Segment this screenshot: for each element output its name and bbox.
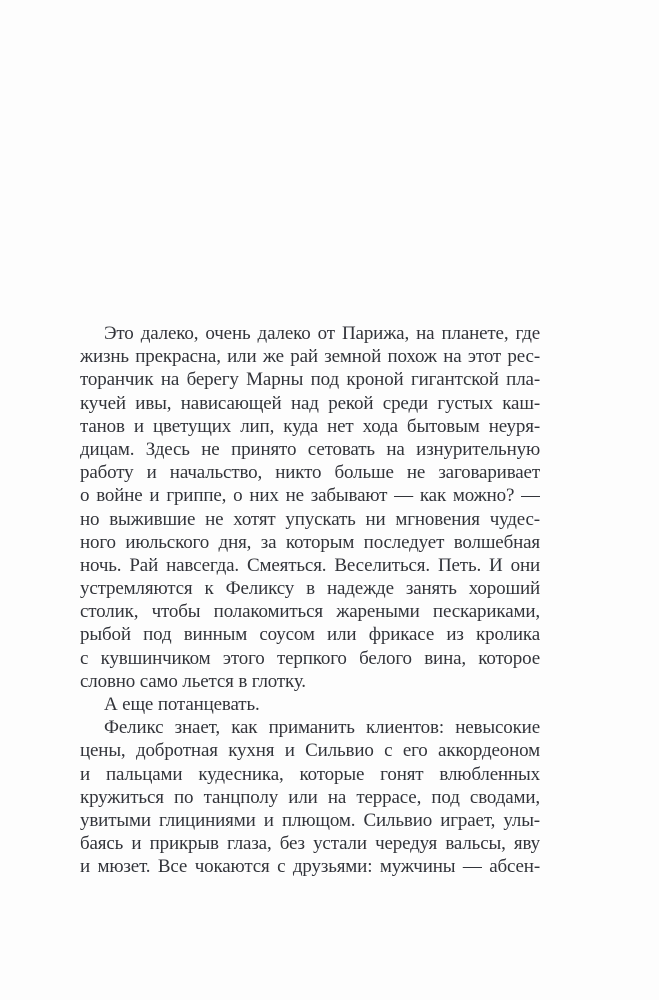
paragraph xyxy=(80,693,540,716)
text-line: работу и начальство, никто больше не заговаривает xyxy=(80,462,540,484)
text-line: А еще потанцевать. xyxy=(104,694,260,715)
text-line: дицам. Здесь не принято сетовать на изнурительную xyxy=(80,438,540,460)
text-line: кучей ивы, нависающей над рекой среди густых каш- xyxy=(80,392,540,414)
text-line: ного июльского дня, за которым последует волшебная xyxy=(80,531,540,553)
text-line: Это далеко, очень далеко от Парижа, на планете, где xyxy=(104,323,540,344)
text-line: но выжившие не хотят упускать ни мгновения чудес- xyxy=(80,508,540,530)
text-line: жизнь прекрасна, или же рай земной похож на этот рес- xyxy=(80,346,540,368)
paragraph xyxy=(80,716,540,878)
text-line: танов и цветущих лип, куда нет хода бытовым неуря- xyxy=(80,415,540,437)
text-line: Феликс знает, как приманить клиентов: невысокие xyxy=(104,717,540,739)
text-line: торанчик на берегу Марны под кроной гигантской пла- xyxy=(80,369,540,391)
text-line: баясь и прикрыв глаза, без устали чередуя вальсы, яву xyxy=(80,833,540,855)
paragraph xyxy=(80,322,540,693)
text-line: кружиться по танцполу или на террасе, под сводами, xyxy=(80,786,540,808)
text-line: с кувшинчиком этого терпкого белого вина, которое xyxy=(80,647,540,669)
text-line: устремляются к Феликсу в надежде занять хороший xyxy=(80,578,540,600)
text-line: словно само льется в глотку. xyxy=(80,670,306,692)
text-line: ночь. Рай навсегда. Смеяться. Веселиться. Петь. И они xyxy=(80,554,540,576)
text-line: столик, чтобы полакомиться жареными пескариками, xyxy=(80,601,540,623)
text-line: и пальцами кудесника, которые гонят влюбленных xyxy=(80,763,540,785)
text-line: цены, добротная кухня и Сильвио с его аккордеоном xyxy=(80,740,540,762)
text-line: о войне и гриппе, о них не забывают — как можно? — xyxy=(80,485,540,507)
text-line: рыбой под винным соусом или фрикасе из кролика xyxy=(80,624,540,646)
page-text-block xyxy=(80,322,540,879)
text-line: и мюзет. Все чокаются с друзьями: мужчины — абсен- xyxy=(80,856,540,878)
text-line: увитыми глициниями и плющом. Сильвио играет, улы- xyxy=(80,809,540,831)
